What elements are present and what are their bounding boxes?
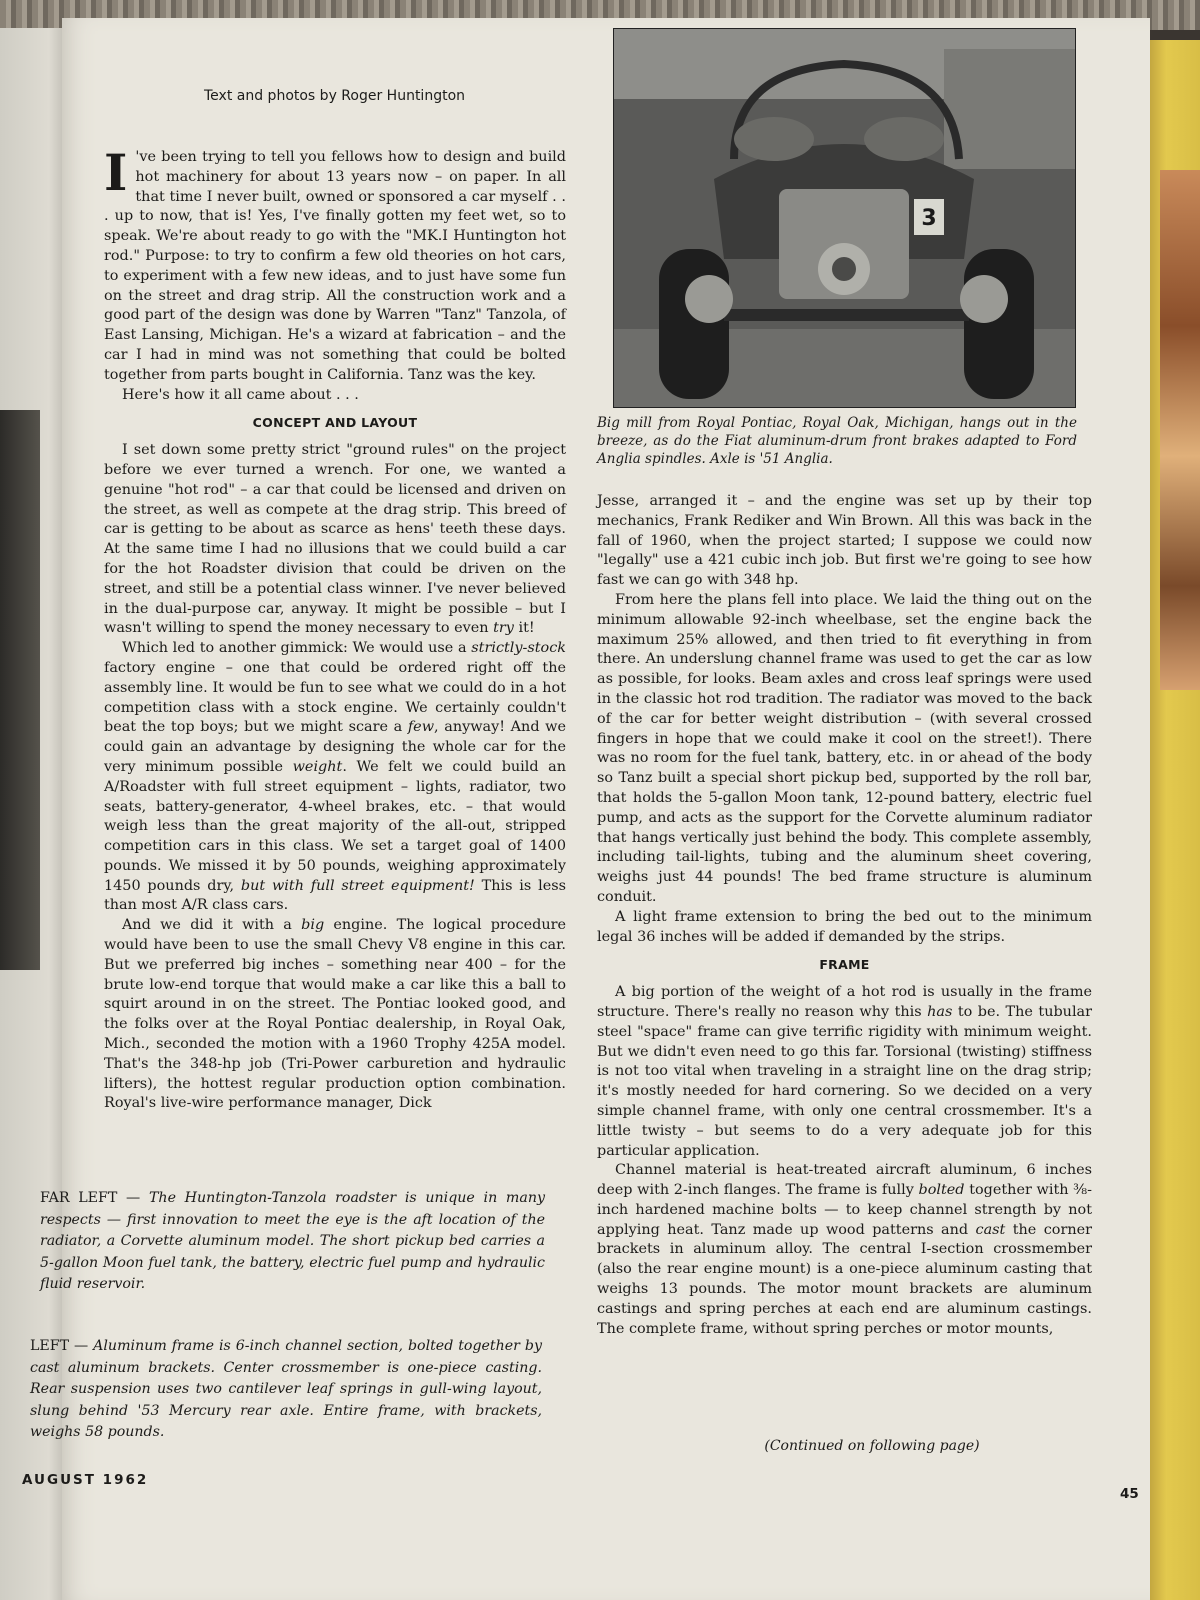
adjacent-book-photo bbox=[1160, 170, 1200, 690]
right-column bbox=[597, 492, 1092, 1339]
body-paragraph: From here the plans fell into place. We laid the thing out on the minimum allowable 92-inch wheelbase, set the engine back the maximum 25% allowed, and then tried to fit everything in from there. An underslung channel frame was used to get the car as low as possible, for looks. Beam axles and cross leaf springs were used in the classic hot rod tradition. The radiator was moved to the back of the car for better weight distribution – (with several crossed fingers in hope that we could make it cool on the street!). There was no room for the fuel tank, battery, etc. in or ahead of the body so Tanz built a special short pickup bed, supported by the roll bar, that holds the 5-gallon Moon tank, 12-pound battery, electric fuel pump, and acts as the support for the Corvette aluminum radiator that hangs vertically just behind the body. This complete assembly, including tail-lights, tubing and the aluminum sheet covering, weighs just 44 pounds! The bed frame structure is aluminum conduit. bbox=[597, 591, 1092, 905]
caption-far-left: FAR LEFT — The Huntington-Tanzola roadster is unique in many respects — first innovation to meet the eye is the aft location of the radiator, a Corvette aluminum model. The short pickup bed carries a 5-gallon Moon fuel tank, the battery, electric fuel pump and hydraulic fluid reservoir. bbox=[40, 1190, 545, 1292]
caption-left: LEFT — Aluminum frame is 6-inch channel section, bolted together by cast aluminum brackets. Center crossmember is one-piece casting. Rear suspension uses two cantilever leaf springs in gull-wing layout, slung behind '53 Mercury rear axle. Entire frame, with brackets, weighs 58 pounds. bbox=[30, 1338, 542, 1440]
byline: Text and photos by Roger Huntington bbox=[204, 88, 466, 104]
car-number: 3 bbox=[921, 206, 937, 231]
issue-date: AUGUST 1962 bbox=[22, 1472, 149, 1488]
photo-caption: Big mill from Royal Pontiac, Royal Oak, Michigan, hangs out in the breeze, as do the Fiat aluminum-drum front brakes adapted to Ford Anglia spindles. Axle is '51 Anglia. bbox=[597, 415, 1077, 467]
left-page-photo-edge bbox=[0, 410, 40, 970]
magazine-page bbox=[22, 18, 1150, 1600]
engine-photo bbox=[613, 28, 1076, 408]
drop-cap: I bbox=[104, 143, 128, 202]
continued-note: (Continued on following page) bbox=[764, 1438, 980, 1454]
caption-lead: FAR LEFT — bbox=[40, 1190, 141, 1206]
intro-paragraph: I 've been trying to tell you fellows how to design and build hot machinery for about 13 years now – on paper. In all that time I never built, owned or sponsored a car myself . . . up to now, that is! Yes, I've finally gotten my feet wet, so to speak. We're about ready to go with the "MK.I Huntington hot rod." Purpose: to try to confirm a few old theories on hot cars, to experiment with a few new ideas, and to just have some fun on the street and drag strip. All the construction work and a good part of the design was done by Warren "Tanz" Tanzola, of East Lansing, Michigan. He's a wizard at fabrication – and the car I had in mind was not something that could be bolted together from parts bought in California. Tanz was the key. bbox=[104, 143, 566, 383]
section-heading-frame: FRAME bbox=[819, 957, 870, 973]
body-paragraph: And we did it with a big engine. The logical procedure would have been to use the small Chevy V8 engine in this car. But we preferred big inches – something near 400 – for the brute low-end torque that would make a car like this a ball to squirt around in on the street. The Pontiac looked good, and the folks over at the Royal Pontiac dealership, in Royal Oak, Mich., seconded the motion with a 1960 Trophy 425A model. That's the 348-hp job (Tri-Power carburetion and hydraulic lifters), the hottest regular production option combination. Royal's live-wire performance manager, Dick bbox=[104, 917, 566, 1112]
body-paragraph: A big portion of the weight of a hot rod is usually in the frame structure. There's really no reason why this has to be. The tubular steel "space" frame can give terrific rigidity with minimum weight. But we didn't even need to go this far. Torsional (twisting) stiffness is not too vital when traveling in a straight line on the drag strip; it's mostly needed for hard cornering. So we decided on a very simple channel frame, with only one central crossmember. It's a little twisty – but seems to do a very adequate job for this particular application. bbox=[597, 984, 1092, 1159]
body-paragraph: I set down some pretty strict "ground rules" on the project before we ever turned a wrench. For one, we wanted a genuine "hot rod" – a car that could be licensed and driven on the street, as well as compete at the drag strip. This breed of car is getting to be about as scarce as hens' teeth these days. At the same time I had no illusions that we could build a car for the hot Roadster division that could be driven on the street, and still be a potential class winner. I've never believed in the dual-purpose car, anyway. It might be possible – but I wasn't willing to spend the money necessary to even try it! bbox=[104, 442, 566, 637]
caption-lead: LEFT — bbox=[30, 1338, 89, 1354]
body-paragraph: Jesse, arranged it – and the engine was set up by their top mechanics, Frank Rediker and Win Brown. All this was back in the fall of 1960, when the project started; I suppose we could now "legally" use a 421 cubic inch job. But first we're going to see how fast we can go with 348 hp. bbox=[597, 493, 1092, 589]
left-column bbox=[104, 143, 566, 1114]
section-heading-concept: CONCEPT AND LAYOUT bbox=[252, 415, 418, 431]
page-number: 45 bbox=[1120, 1486, 1139, 1502]
intro-closing: Here's how it all came about . . . bbox=[122, 386, 359, 403]
body-paragraph: A light frame extension to bring the bed out to the minimum legal 36 inches will be added if demanded by the strips. bbox=[597, 908, 1092, 945]
body-paragraph: Which led to another gimmick: We would use a strictly-stock factory engine – one that could be ordered right off the assembly line. It would be fun to see what we could do in a hot competition class with a stock engine. We certainly couldn't beat the top boys; but we might scare a few, anyway! And we could gain an advantage by designing the whole car for the very minimum possible weight. We felt we could build an A/Roadster with full street equipment – lights, radiator, two seats, battery-generator, 4-wheel brakes, etc. – that would weigh less than the great majority of the all-out, stripped competition cars in this class. We set a target goal of 1400 pounds. We missed it by 50 pounds, weighing approximately 1450 pounds dry, but with full street equipment! This is less than most A/R class cars. bbox=[104, 640, 566, 914]
body-paragraph: Channel material is heat-treated aircraft aluminum, 6 inches deep with 2-inch flanges. The frame is fully bolted together with ⅜-inch hardened machine bolts — to keep channel strength by not applying heat. Tanz made up wood patterns and cast the corner brackets in aluminum alloy. The central I-section crossmember (also the rear engine mount) is a one-piece aluminum casting that weighs 13 pounds. The motor mount brackets are aluminum castings and spring perches at each end are aluminum castings. The complete frame, without spring perches or motor mounts, bbox=[597, 1162, 1092, 1337]
hot-rod-front-photo bbox=[614, 29, 1075, 407]
